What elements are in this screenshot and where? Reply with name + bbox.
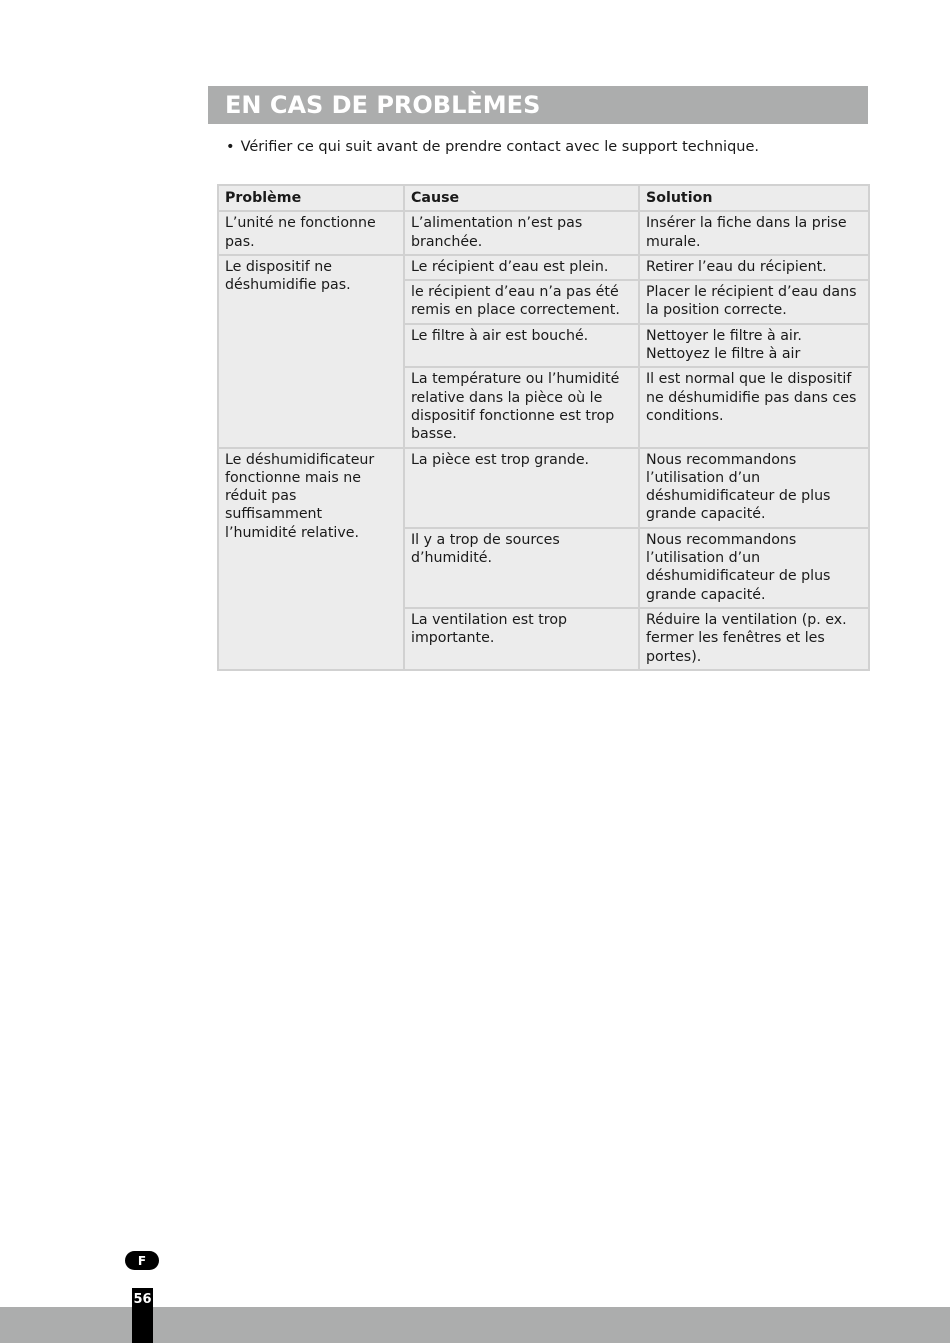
language-badge: F (125, 1251, 159, 1270)
solution-cell: Il est normal que le dispositif ne déshumidifie pas dans ces conditions. (639, 367, 869, 447)
cause-cell: Il y a trop de sources d’humidité. (404, 528, 639, 608)
cause-cell: L’alimentation n’est pas branchée. (404, 211, 639, 255)
section-header (208, 86, 868, 124)
solution-cell: Réduire la ventilation (p. ex. fermer les fenêtres et les portes). (639, 608, 869, 670)
cause-cell: Le récipient d’eau est plein. (404, 255, 639, 280)
header-solution: Solution (639, 185, 869, 211)
table-row (218, 211, 869, 255)
solution-cell: Retirer l’eau du récipient. (639, 255, 869, 280)
cause-cell: La pièce est trop grande. (404, 448, 639, 528)
section-title: EN CAS DE PROBLÈMES (225, 91, 541, 119)
problem-cell: L’unité ne fonctionne pas. (218, 211, 404, 255)
solution-cell: Insérer la fiche dans la prise murale. (639, 211, 869, 255)
header-cause: Cause (404, 185, 639, 211)
problem-cell: Le dispositif ne déshumidifie pas. (218, 255, 404, 448)
page-number: 56 (132, 1288, 153, 1343)
troubleshooting-table (217, 184, 870, 671)
intro-sentence: Vérifier ce qui suit avant de prendre contact avec le support technique. (240, 139, 759, 155)
solution-cell: Nous recommandons l’utilisation d’un déshumidificateur de plus grande capacité. (639, 448, 869, 528)
intro-text (226, 138, 759, 156)
header-problem: Problème (218, 185, 404, 211)
cause-cell: le récipient d’eau n’a pas été remis en place correctement. (404, 280, 639, 324)
cause-cell: La ventilation est trop importante. (404, 608, 639, 670)
solution-cell: Nettoyer le filtre à air. Nettoyez le filtre à air (639, 324, 869, 368)
solution-cell: Nous recommandons l’utilisation d’un déshumidificateur de plus grande capacité. (639, 528, 869, 608)
cause-cell: La température ou l’humidité relative dans la pièce où le dispositif fonctionne est trop basse. (404, 367, 639, 447)
bullet: • (226, 139, 235, 155)
solution-cell: Placer le récipient d’eau dans la position correcte. (639, 280, 869, 324)
problem-cell: Le déshumidificateur fonctionne mais ne réduit pas suffisamment l’humidité relative. (218, 448, 404, 670)
table-header-row (218, 185, 869, 211)
table-row (218, 448, 869, 528)
cause-cell: Le filtre à air est bouché. (404, 324, 639, 368)
table-row (218, 255, 869, 280)
